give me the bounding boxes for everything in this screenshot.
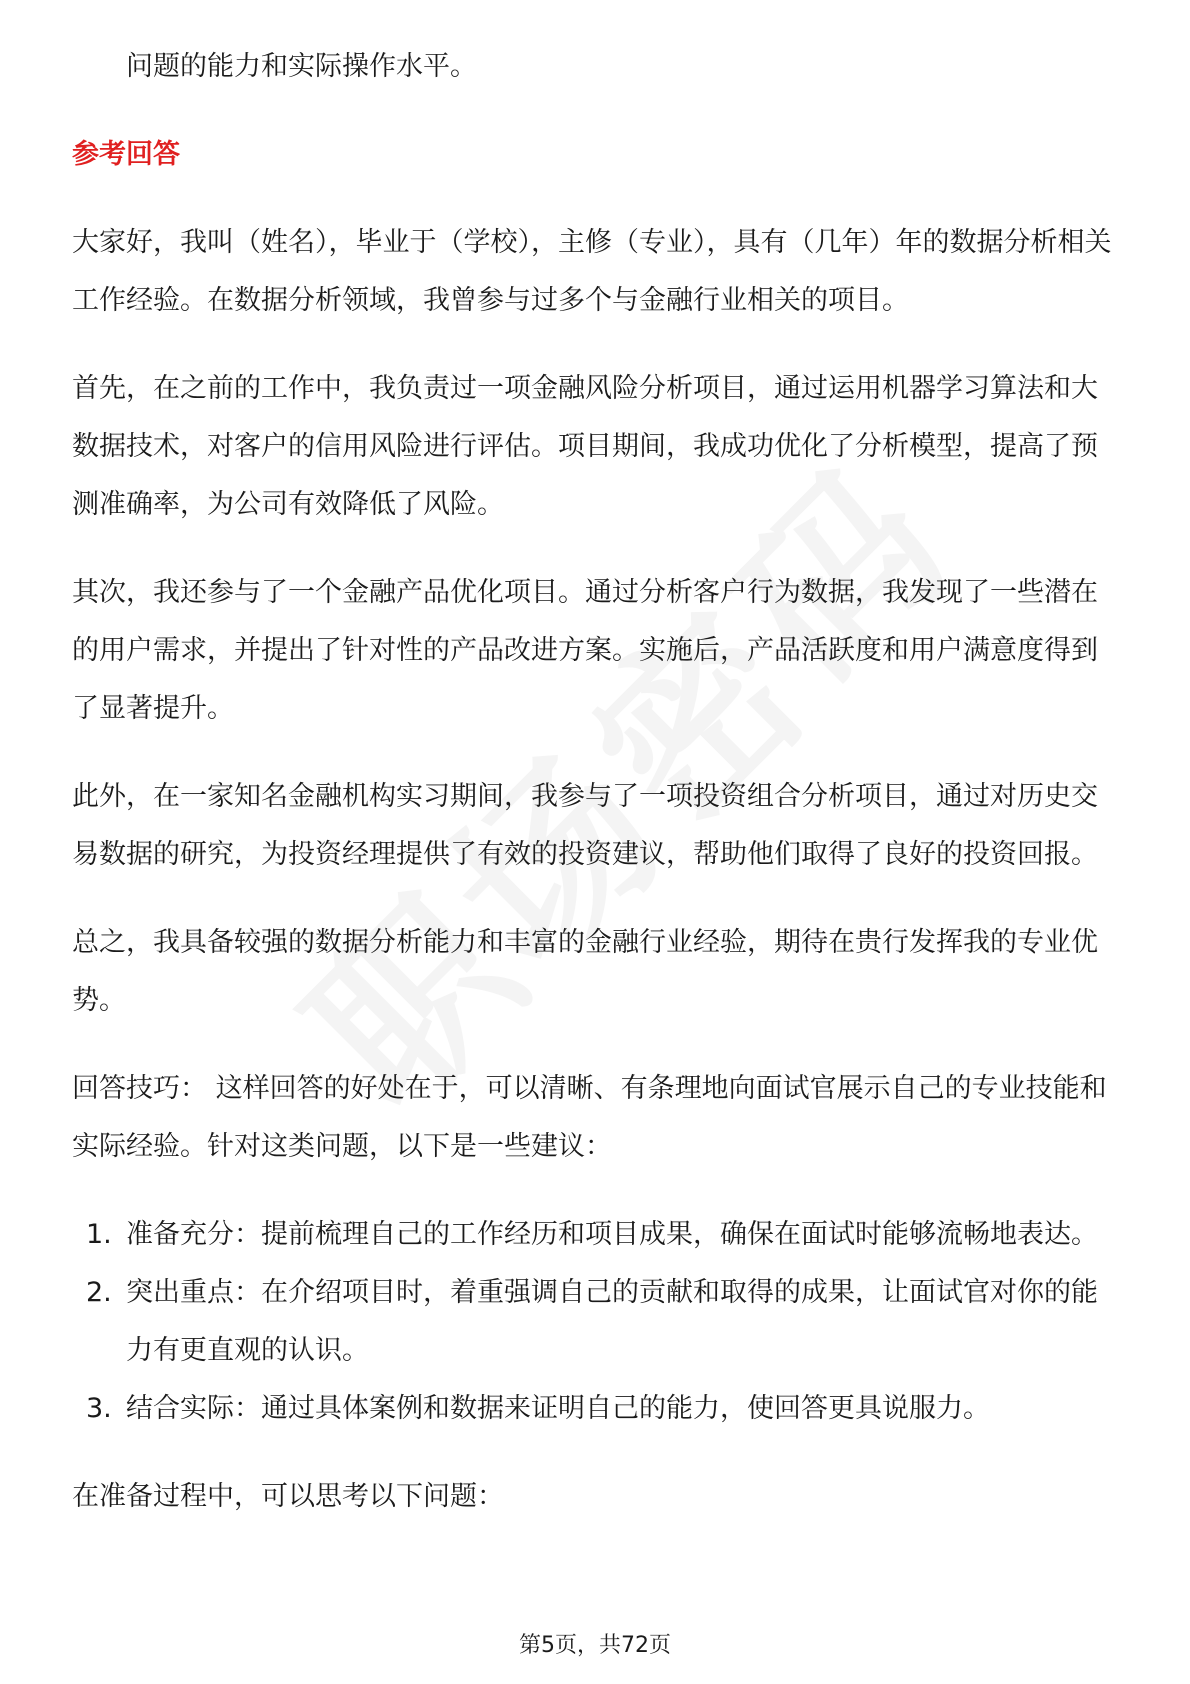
- paragraph-third: 此外，在一家知名金融机构实习期间，我参与了一项投资组合分析项目，通过对历史交易数据的研究，为投资经理提供了有效的投资建议，帮助他们取得了良好的投资回报。: [72, 781, 1098, 870]
- paragraph-closing: 在准备过程中，可以思考以下问题：: [72, 1481, 504, 1512]
- section-heading: 参考回答: [72, 139, 180, 170]
- list-item: [72, 1264, 1122, 1380]
- list-number: 2.: [86, 1277, 112, 1308]
- tips-list: [72, 1206, 1122, 1438]
- list-item: [72, 1380, 1122, 1438]
- paragraph-first: 首先，在之前的工作中，我负责过一项金融风险分析项目，通过运用机器学习算法和大数据技术，对客户的信用风险进行评估。项目期间，我成功优化了分析模型，提高了预测准确率，为公司有效降低了风险。: [72, 373, 1098, 520]
- list-item-text: 突出重点：在介绍项目时，着重强调自己的贡献和取得的成果，让面试官对你的能力有更直观的认识。: [126, 1277, 1098, 1366]
- document-body: [72, 38, 1122, 1526]
- paragraph-intro: 大家好，我叫（姓名），毕业于（学校），主修（专业），具有（几年）年的数据分析相关工作经验。在数据分析领域，我曾参与过多个与金融行业相关的项目。: [72, 227, 1112, 316]
- paragraph-summary: 总之，我具备较强的数据分析能力和丰富的金融行业经验，期待在贵行发挥我的专业优势。: [72, 927, 1098, 1016]
- list-number: 1.: [86, 1219, 112, 1250]
- page-footer: 第5页，共72页: [519, 1633, 671, 1658]
- list-item-text: 结合实际：通过具体案例和数据来证明自己的能力，使回答更具说服力。: [126, 1393, 990, 1424]
- paragraph-tips-intro: 回答技巧： 这样回答的好处在于，可以清晰、有条理地向面试官展示自己的专业技能和实际经验。针对这类问题，以下是一些建议：: [72, 1073, 1107, 1162]
- paragraph-second: 其次，我还参与了一个金融产品优化项目。通过分析客户行为数据，我发现了一些潜在的用户需求，并提出了针对性的产品改进方案。实施后，产品活跃度和用户满意度得到了显著提升。: [72, 577, 1098, 724]
- continuation-line: 问题的能力和实际操作水平。: [126, 51, 477, 82]
- list-number: 3.: [86, 1393, 112, 1424]
- list-item-text: 准备充分：提前梳理自己的工作经历和项目成果，确保在面试时能够流畅地表达。: [126, 1219, 1098, 1250]
- list-item: [72, 1206, 1122, 1264]
